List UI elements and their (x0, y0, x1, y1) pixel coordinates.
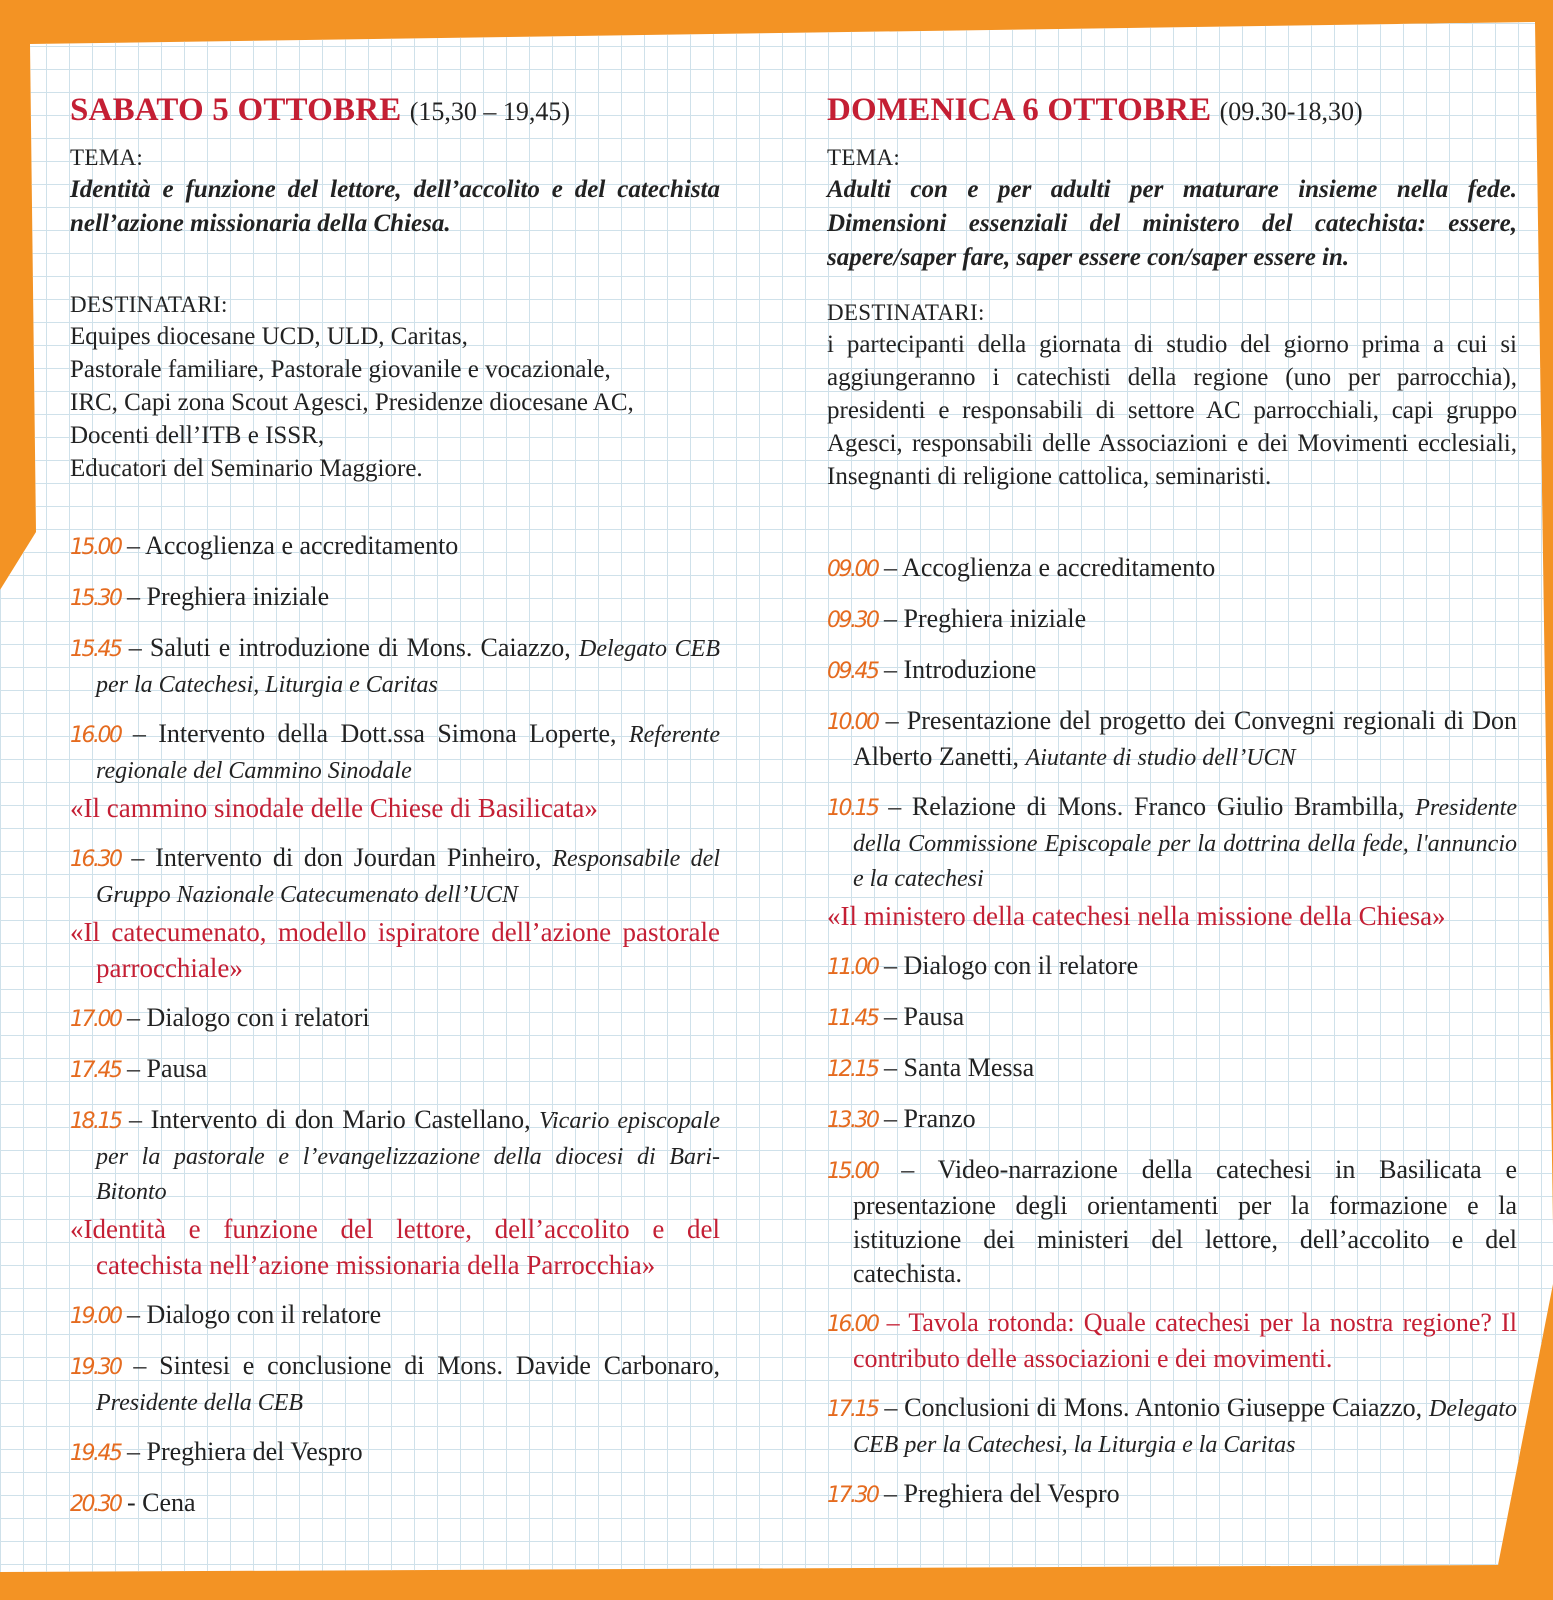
schedule-time: 10.15 (827, 796, 878, 821)
schedule-time: 20.30 (70, 1492, 121, 1517)
schedule-item (827, 1391, 1517, 1462)
schedule-description: – Dialogo con il relatore (120, 1300, 382, 1329)
schedule-time: 11.00 (827, 955, 878, 980)
schedule-time: 17.15 (827, 1397, 878, 1422)
schedule-description: – Pausa (877, 1002, 965, 1031)
schedule-description: – Conclusioni di Mons. Antonio Giuseppe Caiazzo, (877, 1393, 1430, 1422)
schedule-time: 16.30 (70, 847, 121, 872)
speaker-role: Aiutante di studio dell’UCN (1025, 745, 1296, 771)
schedule-description: – Preghiera del Vespro (877, 1479, 1120, 1508)
schedule-item (827, 1051, 1517, 1087)
sunday-title: DOMENICA 6 OTTOBRE (827, 92, 1212, 128)
speaker-role: Referente regionale del Cammino Sinodale (96, 722, 720, 784)
schedule-time: 13.30 (827, 1108, 878, 1133)
schedule-time: 16.00 (70, 723, 121, 748)
schedule-time: 12.15 (827, 1057, 878, 1082)
schedule-description: – Preghiera iniziale (120, 582, 330, 611)
schedule-item (70, 631, 720, 702)
schedule-time: 15.30 (70, 586, 121, 611)
schedule-description: – Santa Messa (877, 1053, 1035, 1082)
sunday-column (827, 86, 1517, 1528)
schedule-item (70, 1298, 720, 1334)
recipients-line: IRC, Capi zona Scout Agesci, Presidenze diocesane AC, (70, 389, 634, 416)
schedule-item (70, 1349, 720, 1420)
talk-title: «Identità e funzione del lettore, dell’accolito e del catechista nell’azione missionaria della Parrocchia» (70, 1214, 720, 1280)
schedule-description: – Pranzo (877, 1104, 976, 1133)
schedule-time: 09.45 (827, 659, 878, 684)
speaker-role: Presidente della CEB (96, 1390, 304, 1416)
schedule-description: – Preghiera iniziale (877, 604, 1087, 633)
schedule-item (70, 1103, 720, 1283)
saturday-title: SABATO 5 OTTOBRE (70, 92, 402, 128)
schedule-time: 19.00 (70, 1304, 121, 1329)
schedule-item (827, 551, 1517, 587)
schedule-description: – Intervento della Dott.ssa Simona Loperte, (120, 719, 629, 748)
schedule-description: – Intervento di don Mario Castellano, (120, 1105, 540, 1134)
saturday-column (70, 86, 720, 1537)
speaker-role: Vicario episcopale per la pastorale e l’evangelizzazione della diocesi di Bari-Bitonto (96, 1108, 721, 1205)
schedule-item (827, 1306, 1517, 1376)
sunday-schedule (827, 551, 1517, 1513)
speaker-role: Delegato CEB per la Catechesi, Liturgia e Caritas (96, 636, 720, 698)
schedule-time: 19.30 (70, 1355, 121, 1380)
schedule-item (827, 704, 1517, 775)
sunday-recipients (827, 328, 1517, 493)
schedule-item (827, 1000, 1517, 1036)
schedule-description: – Accoglienza e accreditamento (877, 553, 1216, 582)
schedule-time: 17.30 (827, 1483, 878, 1508)
schedule-description: – Intervento di don Jourdan Pinheiro, (120, 843, 553, 872)
schedule-description: – Video-narrazione della catechesi in Basilicata e presentazione degli orientamenti per la formazione e la istituzione dei ministeri del lettore, dell’accolito e del catechista. (853, 1155, 1517, 1288)
schedule-item (827, 790, 1517, 934)
schedule-item (70, 1435, 720, 1471)
speaker-role: Responsabile del Gruppo Nazionale Catecumenato dell’UCN (96, 846, 720, 908)
schedule-item (827, 949, 1517, 985)
schedule-time: 15.45 (70, 637, 121, 662)
schedule-item (70, 1052, 720, 1088)
schedule-time: 10.00 (827, 710, 878, 735)
schedule-description: – Accoglienza e accreditamento (120, 531, 459, 560)
schedule-description: – Dialogo con il relatore (877, 951, 1139, 980)
schedule-item (827, 1153, 1517, 1291)
schedule-time: 17.45 (70, 1058, 121, 1083)
saturday-header (70, 86, 720, 136)
schedule-item (70, 717, 720, 826)
recipients-line: Docenti dell’ITB e ISSR, (70, 422, 325, 449)
schedule-item (70, 580, 720, 616)
schedule-time: 19.45 (70, 1441, 121, 1466)
talk-title: «Il cammino sinodale delle Chiese di Basilicata» (70, 793, 598, 823)
talk-title: «Il catecumenato, modello ispiratore dell’azione pastorale parrocchiale» (70, 917, 720, 983)
schedule-description: – Saluti e introduzione di Mons. Caiazzo, (120, 633, 579, 662)
recipients-line: i partecipanti della giornata di studio del giorno prima a cui si aggiungeranno i catechisti della regione (uno per parrocchia), presidenti e responsabili di settore AC parrocchiali, capi gruppo Agesci, responsabili delle Associazioni e dei Movimenti ecclesiali, Insegnanti di religione cattolica, seminaristi. (827, 331, 1517, 490)
talk-title: «Il ministero della catechesi nella missione della Chiesa» (827, 901, 1446, 931)
schedule-item (827, 1477, 1517, 1513)
saturday-recipients (70, 320, 720, 485)
schedule-description: – Dialogo con i relatori (120, 1003, 370, 1032)
sunday-hours: (09.30-18,30) (1219, 97, 1363, 126)
schedule-time: 09.30 (827, 608, 878, 633)
speaker-role: Presidente della Commissione Episcopale per la dottrina della fede, l'annuncio e la catechesi (853, 795, 1517, 892)
schedule-item (827, 653, 1517, 689)
sunday-theme-label: TEMA: (827, 145, 901, 170)
recipients-line: Educatori del Seminario Maggiore. (70, 455, 423, 482)
sunday-header (827, 86, 1517, 136)
sunday-recipients-label: DESTINATARI: (827, 300, 985, 325)
saturday-theme: Identità e funzione del lettore, dell’accolito e del catechista nell’azione missionaria della Chiesa. (70, 176, 720, 237)
saturday-recipients-label: DESTINATARI: (70, 292, 228, 317)
schedule-description: – Relazione di Mons. Franco Giulio Brambilla, (877, 792, 1416, 821)
schedule-time: 17.00 (70, 1007, 121, 1032)
sunday-theme: Adulti con e per adulti per maturare insieme nella fede. Dimensioni essenziali del ministero del catechista: essere, sapere/saper fare, saper essere con/saper essere in. (827, 176, 1517, 271)
schedule-description: – Tavola rotonda: Quale catechesi per la nostra regione? Il contributo delle associazioni e dei movimenti. (853, 1308, 1517, 1373)
saturday-schedule (70, 529, 720, 1522)
schedule-description: – Pausa (120, 1054, 208, 1083)
schedule-time: 15.00 (827, 1159, 878, 1184)
speaker-role: Delegato CEB per la Catechesi, la Liturgia e la Caritas (853, 1396, 1517, 1458)
schedule-description: - Cena (120, 1488, 196, 1517)
schedule-description: – Preghiera del Vespro (120, 1437, 363, 1466)
schedule-item (70, 841, 720, 986)
schedule-item (70, 1486, 720, 1522)
schedule-description: – Sintesi e conclusione di Mons. Davide Carbonaro, (120, 1351, 720, 1380)
schedule-time: 15.00 (70, 535, 121, 560)
recipients-line: Pastorale familiare, Pastorale giovanile e vocazionale, (70, 356, 611, 383)
schedule-item (70, 1001, 720, 1037)
schedule-time: 11.45 (827, 1006, 878, 1031)
schedule-time: 18.15 (70, 1109, 121, 1134)
schedule-item (70, 529, 720, 565)
schedule-item (827, 1102, 1517, 1138)
schedule-description: – Introduzione (877, 655, 1037, 684)
recipients-line: Equipes diocesane UCD, ULD, Caritas, (70, 323, 468, 350)
schedule-description: – Presentazione del progetto dei Convegni regionali di Don Alberto Zanetti, (853, 706, 1517, 771)
saturday-hours: (15,30 – 19,45) (409, 97, 571, 126)
saturday-theme-label: TEMA: (70, 145, 144, 170)
schedule-time: 16.00 (827, 1312, 878, 1337)
schedule-time: 09.00 (827, 557, 878, 582)
schedule-item (827, 602, 1517, 638)
